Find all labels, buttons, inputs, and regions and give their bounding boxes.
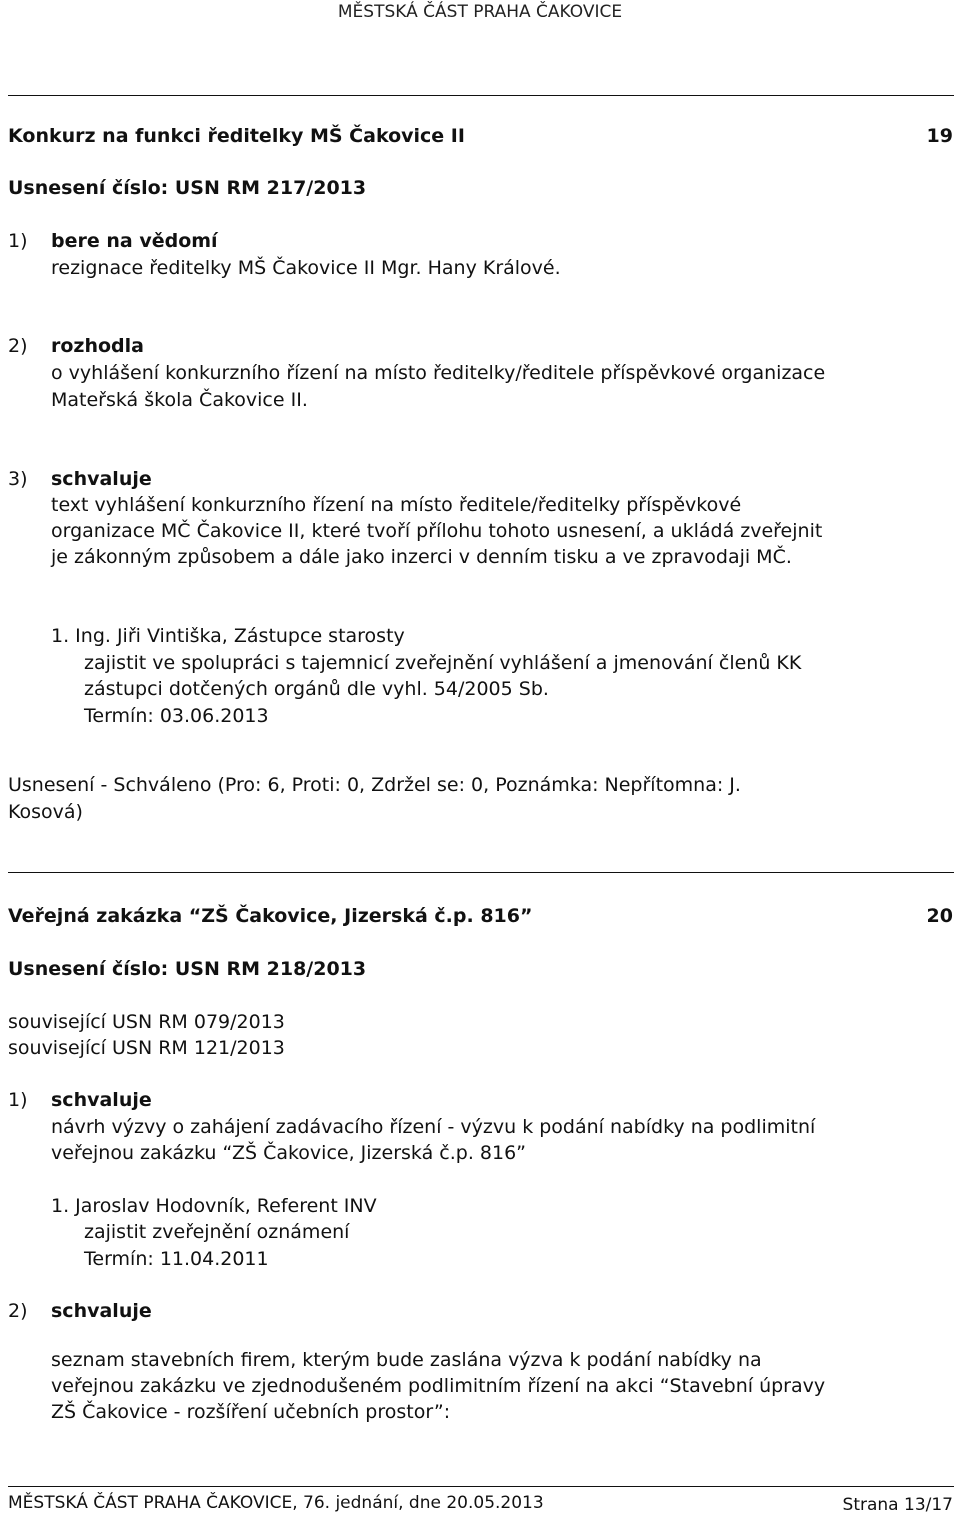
section-1-resolution: Usnesení číslo: USN RM 217/2013 [8,177,367,199]
s1-item-2-number: 2) [8,335,28,357]
s2-related-resolution: související USN RM 079/2013 [8,1011,285,1033]
header-divider [8,95,954,96]
s1-item-3-number: 3) [8,468,28,490]
s1-item-2-heading: rozhodla [51,335,144,357]
s2-related-resolution: související USN RM 121/2013 [8,1037,285,1059]
s2-item-1-number: 1) [8,1089,28,1111]
s1-item-1-heading: bere na vědomí [51,230,218,252]
s1-task-text: zástupci dotčených orgánů dle vyhl. 54/2005 Sb. [84,678,549,700]
footer-meeting-info: MĚSTSKÁ ČÁST PRAHA ČAKOVICE, 76. jednání, dne 20.05.2013 [8,1493,544,1513]
s1-item-3-text: je zákonným způsobem a dále jako inzerci v denním tisku a ve zpravodaji MČ. [51,546,792,568]
section-2-resolution: Usnesení číslo: USN RM 218/2013 [8,958,367,980]
section-2-number: 20 [926,905,953,927]
s1-item-3-text: organizace MČ Čakovice II, které tvoří přílohu tohoto usnesení, a ukládá zveřejnit [51,520,823,542]
footer-page-number: Strana 13/17 [842,1495,953,1515]
s1-item-2-text: o vyhlášení konkurzního řízení na místo ředitelky/ředitele příspěvkové organizace [51,362,826,384]
section-divider [8,872,954,873]
s1-item-2-text: Mateřská škola Čakovice II. [51,389,308,411]
s2-item-1-text: veřejnou zakázku “ZŠ Čakovice, Jizerská č.p. 816” [51,1142,527,1164]
s1-item-1-text: rezignace ředitelky MŠ Čakovice II Mgr. Hany Králové. [51,257,561,279]
page-header: MĚSTSKÁ ČÁST PRAHA ČAKOVICE [337,2,623,22]
s1-item-1-number: 1) [8,230,28,252]
s2-item-1-text: návrh výzvy o zahájení zadávacího řízení - výzvu k podání nabídky na podlimitní [51,1116,816,1138]
s1-item-3-text: text vyhlášení konkurzního řízení na místo ředitele/ředitelky příspěvkové [51,494,742,516]
s2-task-text: zajistit zveřejnění oznámení [84,1221,350,1243]
s1-task-deadline: Termín: 03.06.2013 [84,705,269,727]
s1-task-assignee: 1. Ing. Jiři Vintiška, Zástupce starosty [51,625,405,647]
s1-vote-result: Kosová) [8,801,83,823]
section-1-number: 19 [926,125,953,147]
s2-item-2-heading: schvaluje [51,1300,152,1322]
s2-task-deadline: Termín: 11.04.2011 [84,1248,269,1270]
s2-item-2-text: veřejnou zakázku ve zjednodušeném podlimitním řízení na akci “Stavební úpravy [51,1375,826,1397]
s2-item-2-text: seznam stavebních firem, kterým bude zaslána výzva k podání nabídky na [51,1349,762,1371]
s1-task-text: zajistit ve spolupráci s tajemnicí zveřejnění vyhlášení a jmenování členů KK [84,652,802,674]
footer-divider [8,1486,954,1487]
section-2-title: Veřejná zakázka “ZŠ Čakovice, Jizerská č.p. 816” [8,905,533,927]
s1-item-3-heading: schvaluje [51,468,152,490]
s2-item-2-text: ZŠ Čakovice - rozšíření učebních prostor”: [51,1401,451,1423]
s2-item-1-heading: schvaluje [51,1089,152,1111]
s2-task-assignee: 1. Jaroslav Hodovník, Referent INV [51,1195,377,1217]
s2-item-2-number: 2) [8,1300,28,1322]
section-1-title: Konkurz na funkci ředitelky MŠ Čakovice II [8,125,465,147]
s1-vote-result: Usnesení - Schváleno (Pro: 6, Proti: 0, Zdržel se: 0, Poznámka: Nepřítomna: J. [8,774,741,796]
